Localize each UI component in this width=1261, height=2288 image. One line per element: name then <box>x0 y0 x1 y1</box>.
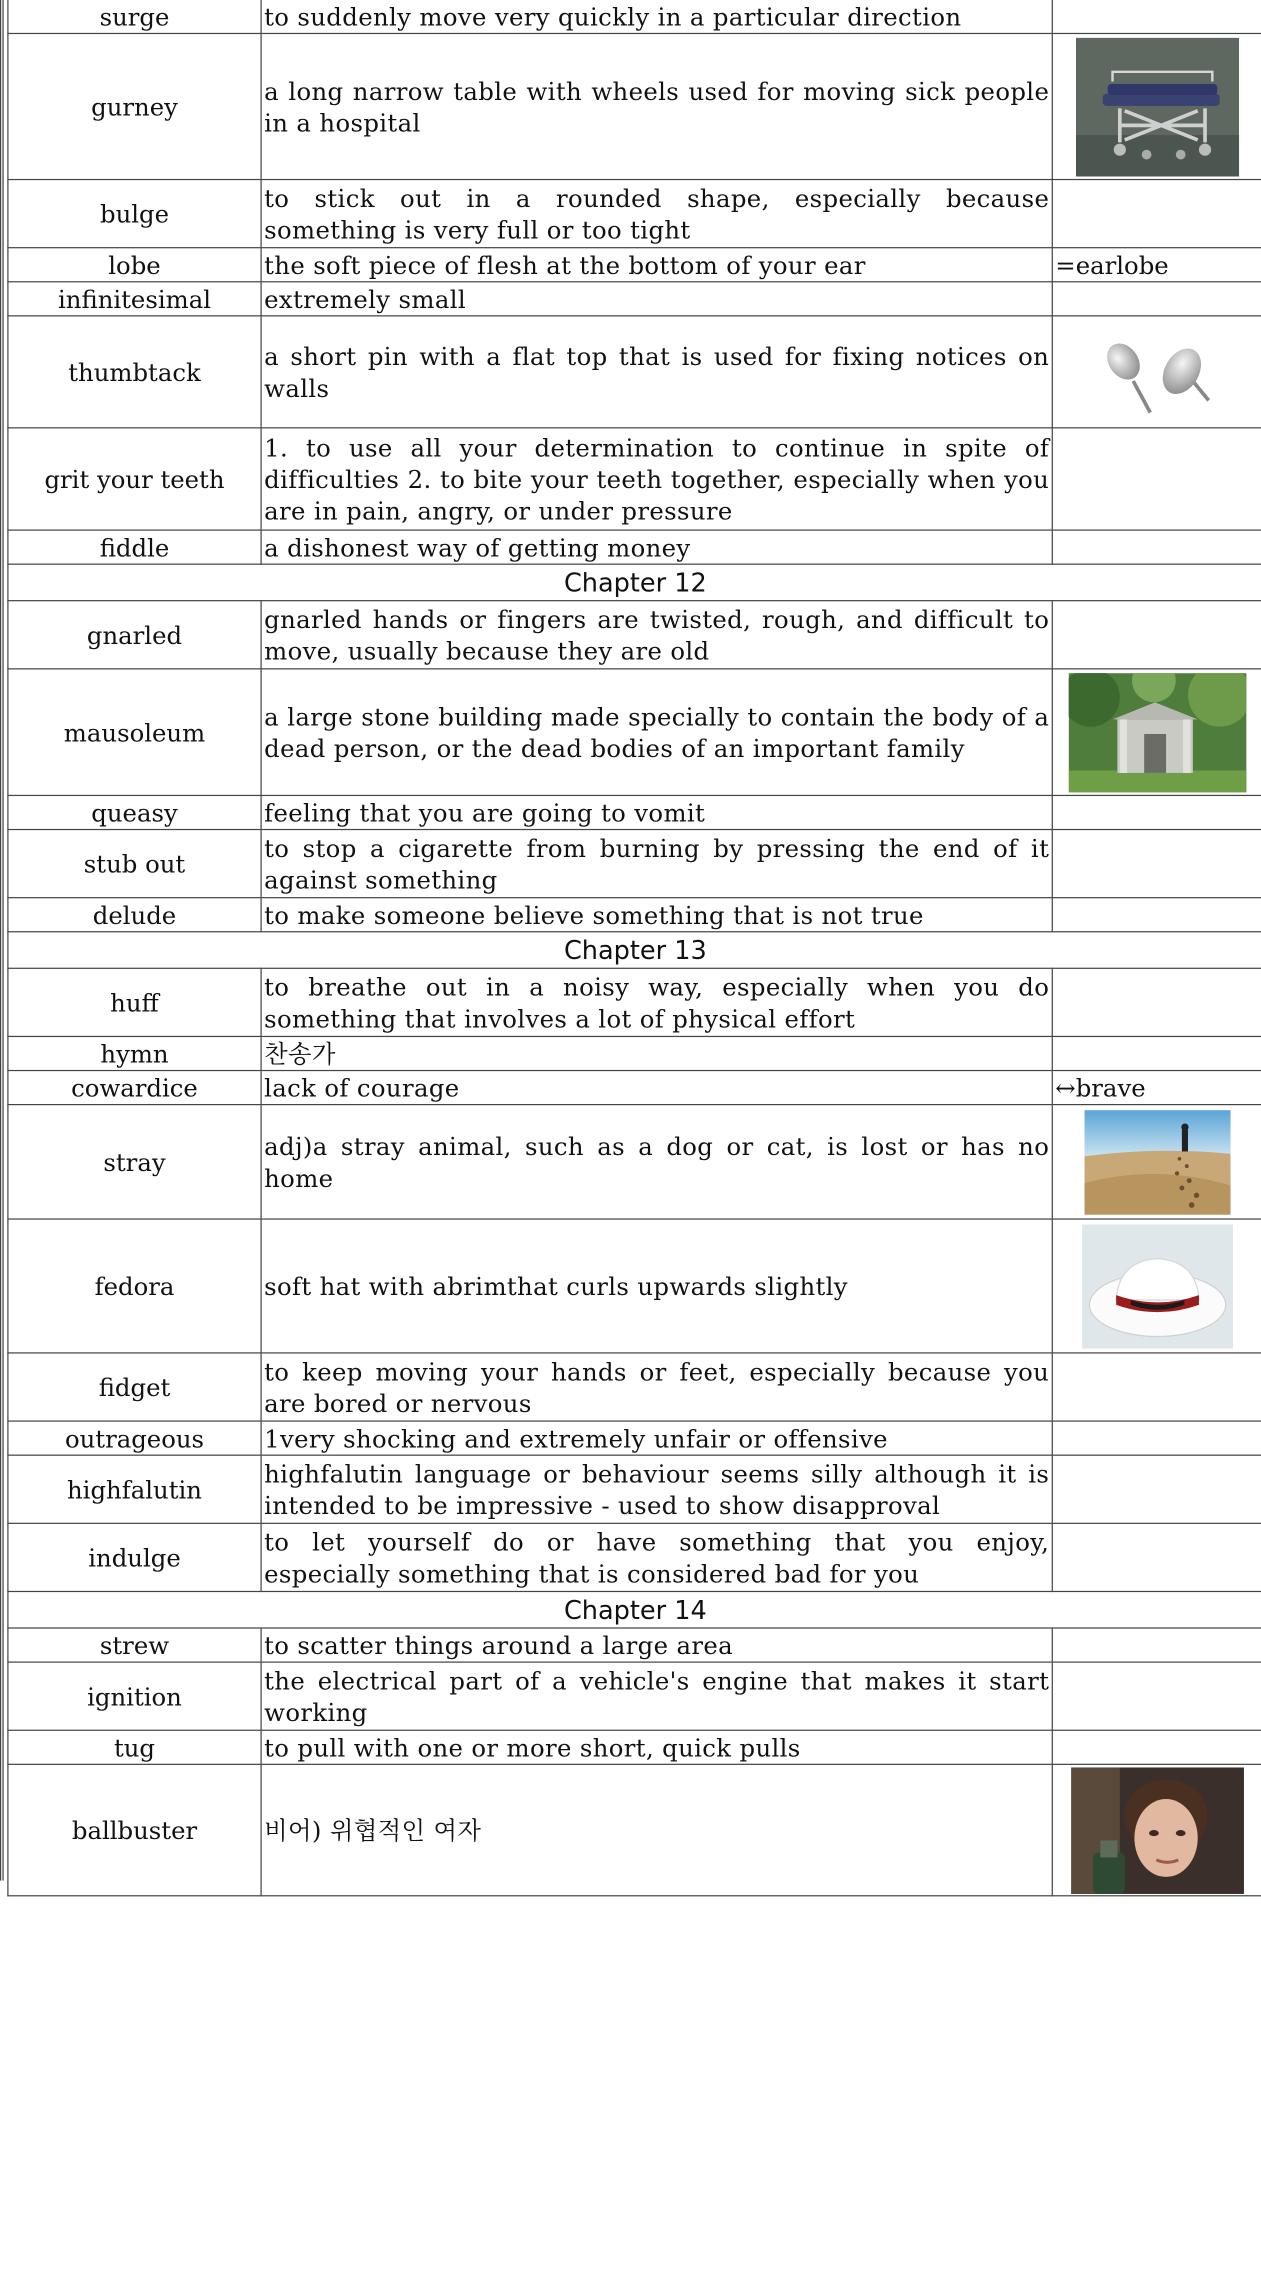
vocab-row <box>8 601 1261 669</box>
vocab-word: stray <box>8 1105 261 1219</box>
vocab-note <box>1052 282 1261 316</box>
vocab-row <box>8 1730 1261 1764</box>
mausoleum-image <box>1069 673 1247 792</box>
chapter-title: Chapter 13 <box>8 932 1261 969</box>
vocab-definition: a long narrow table with wheels used for moving sick people in a hospital <box>261 33 1052 179</box>
vocab-row <box>8 428 1261 530</box>
vocab-note <box>1052 530 1261 564</box>
vocab-definition: to suddenly move very quickly in a particular direction <box>261 0 1052 33</box>
vocab-note <box>1052 1662 1261 1730</box>
vocab-word: lobe <box>8 248 261 282</box>
vocab-row <box>8 1628 1261 1662</box>
vocab-word: fiddle <box>8 530 261 564</box>
vocab-note <box>1052 968 1261 1036</box>
vocab-row <box>8 316 1261 428</box>
vocab-word: ballbuster <box>8 1764 261 1895</box>
vocab-row <box>8 898 1261 932</box>
vocab-word: infinitesimal <box>8 282 261 316</box>
vocab-definition: 찬송가 <box>261 1036 1052 1070</box>
vocab-definition: 1very shocking and extremely unfair or offensive <box>261 1421 1052 1455</box>
vocab-note <box>1052 898 1261 932</box>
chapter-title: Chapter 14 <box>8 1591 1261 1628</box>
vocab-word: cowardice <box>8 1071 261 1105</box>
vocab-row <box>8 1353 1261 1421</box>
vocab-definition: to keep moving your hands or feet, especially because you are bored or nervous <box>261 1353 1052 1421</box>
vocab-row <box>8 530 1261 564</box>
vocab-definition: 비어) 위협적인 여자 <box>261 1764 1052 1895</box>
chapter-header-row <box>8 932 1261 969</box>
vocab-illustration-cell <box>1052 316 1261 428</box>
vocab-row <box>8 1421 1261 1455</box>
vocab-word: indulge <box>8 1523 261 1591</box>
vocab-row <box>8 1523 1261 1591</box>
vocabulary-table <box>7 0 1261 1896</box>
vocab-definition: to make someone believe something that is not true <box>261 898 1052 932</box>
vocab-row <box>8 795 1261 829</box>
vocab-definition: to let yourself do or have something that you enjoy, especially something that is considered bad for you <box>261 1523 1052 1591</box>
vocab-note <box>1052 1730 1261 1764</box>
vocab-word: stub out <box>8 830 261 898</box>
vocab-note <box>1052 1628 1261 1662</box>
gurney-image <box>1076 37 1239 176</box>
vocab-note <box>1052 1036 1261 1070</box>
vocab-illustration-cell <box>1052 669 1261 796</box>
vocab-definition: 1. to use all your determination to continue in spite of difficulties 2. to bite your teeth together, especially when you are in pain, angry, or under pressure <box>261 428 1052 530</box>
vocab-definition: the soft piece of flesh at the bottom of your ear <box>261 248 1052 282</box>
portrait-image <box>1071 1767 1244 1894</box>
vocab-definition: highfalutin language or behaviour seems silly although it is intended to be impressive - used to show disapproval <box>261 1455 1052 1523</box>
vocab-word: tug <box>8 1730 261 1764</box>
vocab-definition: gnarled hands or fingers are twisted, rough, and difficult to move, usually because they are old <box>261 601 1052 669</box>
vocab-row <box>8 1219 1261 1353</box>
vocab-note: =earlobe <box>1052 248 1261 282</box>
vocabulary-table-body <box>8 0 1261 1896</box>
vocab-definition: to stick out in a rounded shape, especially because something is very full or too tight <box>261 180 1052 248</box>
vocab-definition: to breathe out in a noisy way, especially when you do something that involves a lot of physical effort <box>261 968 1052 1036</box>
vocab-word: fidget <box>8 1353 261 1421</box>
vocab-definition: feeling that you are going to vomit <box>261 795 1052 829</box>
vocab-note <box>1052 1353 1261 1421</box>
vocab-row <box>8 1071 1261 1105</box>
vocab-row <box>8 248 1261 282</box>
vocab-illustration-cell <box>1052 33 1261 179</box>
vocab-note <box>1052 0 1261 33</box>
vocab-row <box>8 282 1261 316</box>
vocab-word: strew <box>8 1628 261 1662</box>
vocab-word: delude <box>8 898 261 932</box>
chapter-header-row <box>8 1591 1261 1628</box>
vocab-illustration-cell <box>1052 1105 1261 1219</box>
vocab-row <box>8 1105 1261 1219</box>
vocab-word: thumbtack <box>8 316 261 428</box>
vocab-definition: adj)a stray animal, such as a dog or cat, is lost or has no home <box>261 1105 1052 1219</box>
vocab-row <box>8 968 1261 1036</box>
vocab-note <box>1052 428 1261 530</box>
vocab-note <box>1052 1421 1261 1455</box>
vocab-definition: to pull with one or more short, quick pulls <box>261 1730 1052 1764</box>
vocab-row <box>8 1662 1261 1730</box>
vocab-note <box>1052 1455 1261 1523</box>
vocab-note <box>1052 795 1261 829</box>
vocab-row <box>8 180 1261 248</box>
desert-image <box>1085 1109 1231 1214</box>
vocab-word: ignition <box>8 1662 261 1730</box>
vocab-word: outrageous <box>8 1421 261 1455</box>
vocab-note <box>1052 601 1261 669</box>
vocab-note: ↔brave <box>1052 1071 1261 1105</box>
vocab-row <box>8 1036 1261 1070</box>
chapter-title: Chapter 12 <box>8 564 1261 601</box>
vocab-word: highfalutin <box>8 1455 261 1523</box>
vocab-row <box>8 1455 1261 1523</box>
vocab-definition: soft hat with abrimthat curls upwards slightly <box>261 1219 1052 1353</box>
vocab-row <box>8 669 1261 796</box>
fedora-image <box>1082 1224 1233 1348</box>
vocab-note <box>1052 180 1261 248</box>
vocab-word: fedora <box>8 1219 261 1353</box>
vocab-illustration-cell <box>1052 1219 1261 1353</box>
vocab-definition: a large stone building made specially to contain the body of a dead person, or the dead bodies of an important family <box>261 669 1052 796</box>
vocab-word: hymn <box>8 1036 261 1070</box>
vocab-definition: extremely small <box>261 282 1052 316</box>
vocab-illustration-cell <box>1052 1764 1261 1895</box>
vocab-row <box>8 0 1261 33</box>
vocab-word: huff <box>8 968 261 1036</box>
vocab-word: surge <box>8 0 261 33</box>
vocab-definition: lack of courage <box>261 1071 1052 1105</box>
vocab-word: bulge <box>8 180 261 248</box>
vocab-definition: the electrical part of a vehicle's engine that makes it start working <box>261 1662 1052 1730</box>
vocab-definition: to stop a cigarette from burning by pressing the end of it against something <box>261 830 1052 898</box>
vocab-definition: a short pin with a flat top that is used for fixing notices on walls <box>261 316 1052 428</box>
vocab-note <box>1052 830 1261 898</box>
vocab-word: gnarled <box>8 601 261 669</box>
vocab-definition: to scatter things around a large area <box>261 1628 1052 1662</box>
vocab-word: grit your teeth <box>8 428 261 530</box>
vocab-word: queasy <box>8 795 261 829</box>
vocab-note <box>1052 1523 1261 1591</box>
vocab-word: mausoleum <box>8 669 261 796</box>
chapter-header-row <box>8 564 1261 601</box>
vocab-word: gurney <box>8 33 261 179</box>
vocab-definition: a dishonest way of getting money <box>261 530 1052 564</box>
vocab-row <box>8 1764 1261 1895</box>
thumbtack-image <box>1097 320 1219 425</box>
vocab-row <box>8 830 1261 898</box>
vocab-row <box>8 33 1261 179</box>
